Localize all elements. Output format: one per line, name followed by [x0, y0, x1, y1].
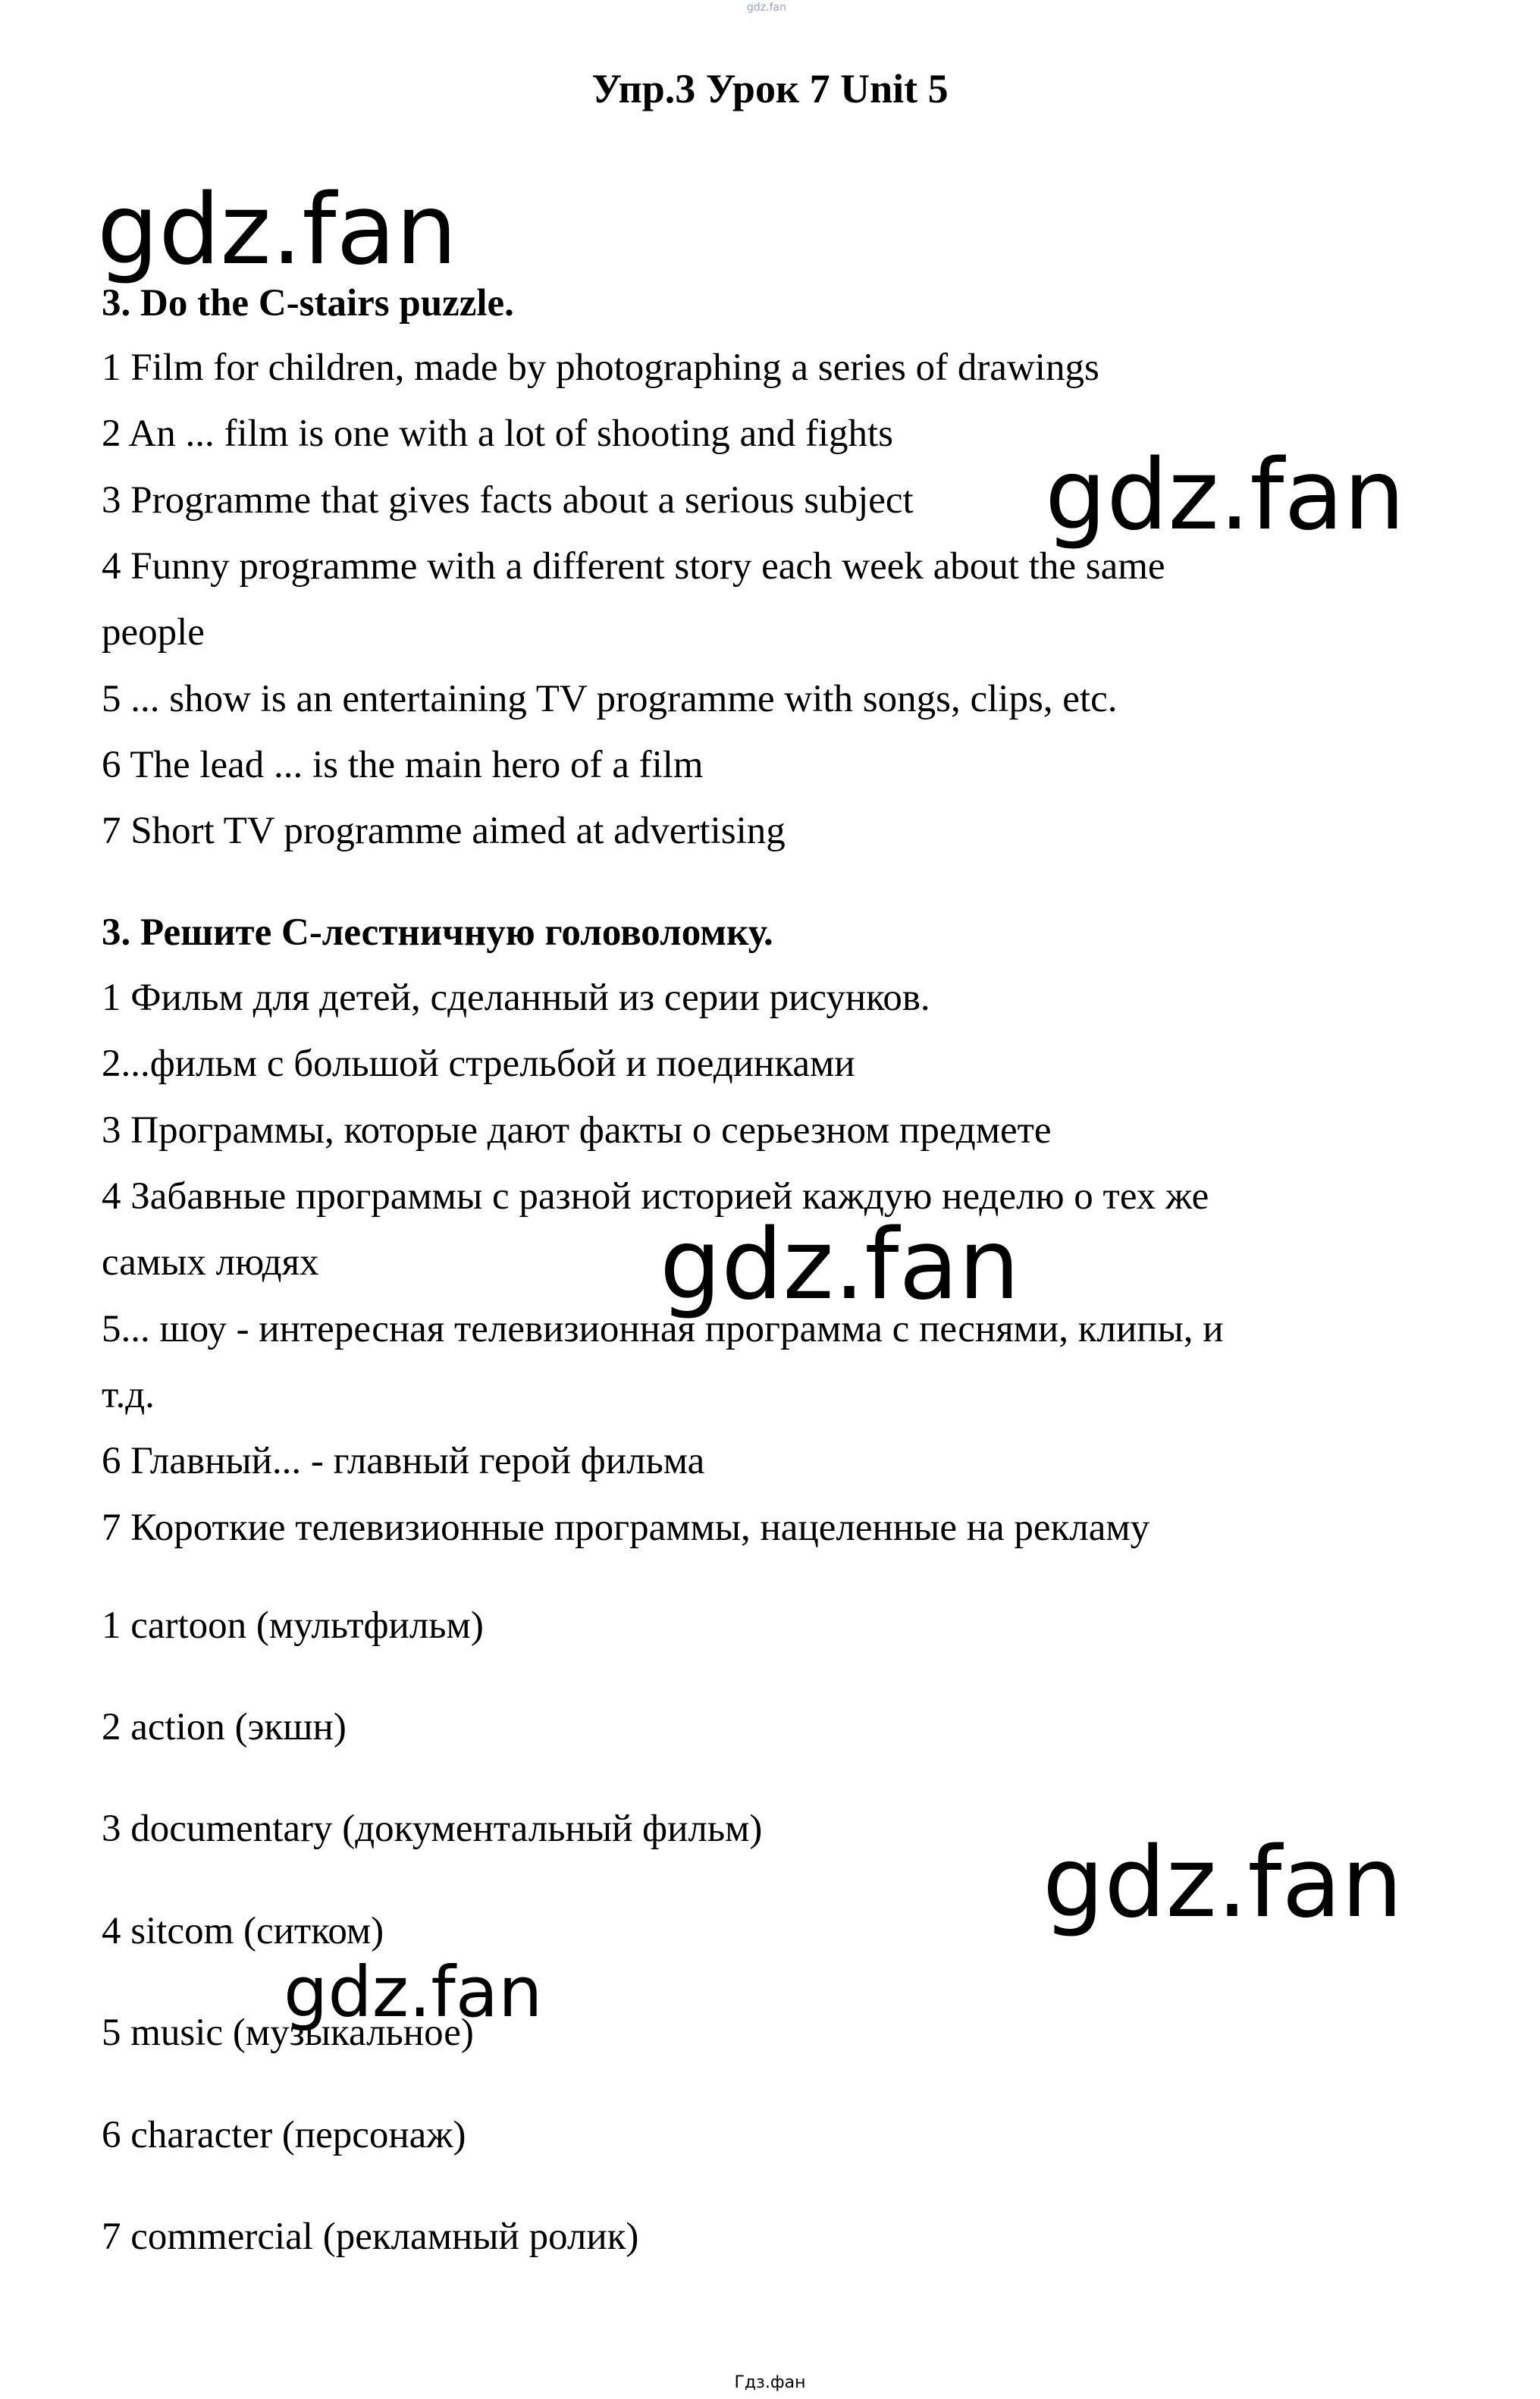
english-item: 2 An ... film is one with a lot of shooting and fights: [102, 412, 894, 455]
russian-item: т.д.: [102, 1374, 155, 1416]
answer-item: 4 sitcom (ситком): [102, 1910, 384, 1952]
english-item: 3 Programme that gives facts about a serious subject: [102, 479, 914, 522]
english-item: 7 Short TV programme aimed at advertising: [102, 810, 786, 852]
russian-item: 4 Забавные программы с разной историей каждую неделю о тех же: [102, 1175, 1209, 1218]
english-item: 4 Funny programme with a different story each week about the same: [102, 545, 1165, 588]
answer-item: 2 action (экшн): [102, 1706, 347, 1748]
russian-item: 3 Программы, которые дают факты о серьезном предмете: [102, 1109, 1052, 1152]
top-watermark: gdz.fan: [747, 2, 786, 14]
russian-item: 5... шоу - интересная телевизионная программа с песнями, клипы, и: [102, 1308, 1224, 1350]
russian-heading: 3. Решите С-лестничную головоломку.: [102, 911, 773, 954]
answer-item: 3 documentary (документальный фильм): [102, 1808, 763, 1850]
russian-item: самых людях: [102, 1241, 319, 1284]
watermark-2: gdz.fan: [1045, 439, 1405, 552]
watermark-3: gdz.fan: [660, 1209, 1020, 1322]
answer-item: 6 character (персонаж): [102, 2114, 466, 2156]
english-item: 5 ... show is an entertaining TV programme with songs, clips, etc.: [102, 678, 1118, 720]
english-heading: 3. Do the C-stairs puzzle.: [102, 282, 514, 325]
page-footer: Гдз.фан: [734, 2373, 806, 2392]
russian-item: 1 Фильм для детей, сделанный из серии рисунков.: [102, 977, 930, 1019]
watermark-5: gdz.fan: [284, 1952, 543, 2033]
english-item: 1 Film for children, made by photographing a series of drawings: [102, 347, 1099, 389]
russian-item: 2...фильм с большой стрельбой и поединками: [102, 1043, 855, 1085]
russian-item: 6 Главный... - главный герой фильма: [102, 1440, 705, 1482]
answer-item: 5 music (музыкальное): [102, 2012, 474, 2054]
answer-item: 1 cartoon (мультфильм): [102, 1604, 484, 1647]
page-title: Упр.3 Урок 7 Unit 5: [591, 66, 949, 111]
english-item: people: [102, 611, 205, 654]
watermark-1: gdz.fan: [97, 174, 457, 287]
english-item: 6 The lead ... is the main hero of a film: [102, 744, 704, 786]
answer-item: 7 commercial (рекламный ролик): [102, 2216, 639, 2258]
russian-item: 7 Короткие телевизионные программы, нацеленные на рекламу: [102, 1507, 1150, 1549]
watermark-4: gdz.fan: [1043, 1827, 1403, 1940]
